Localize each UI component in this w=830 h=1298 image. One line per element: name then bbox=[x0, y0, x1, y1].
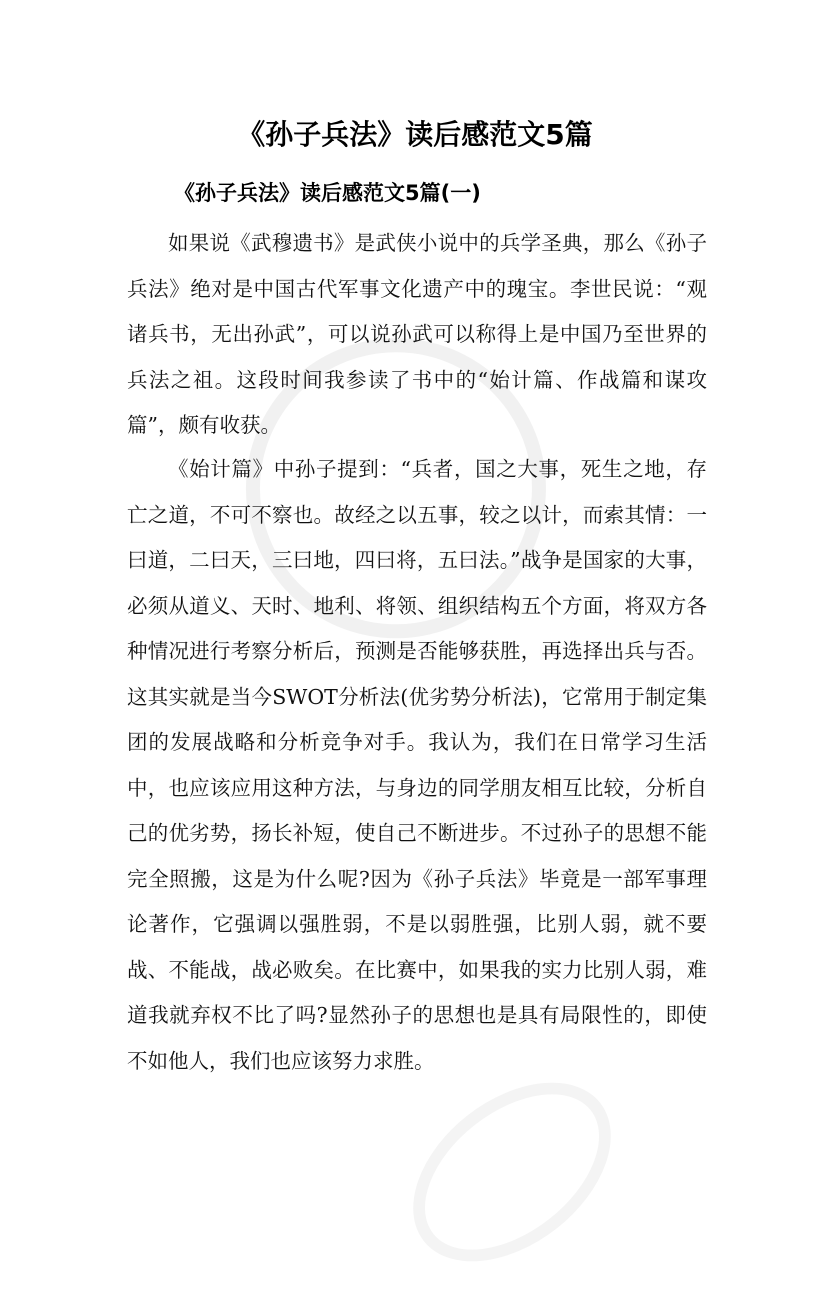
paragraph-intro: 如果说《武穆遗书》是武侠小说中的兵学圣典，那么《孙子兵法》绝对是中国古代军事文化遗产中的瑰宝。李世民说：“观诸兵书，无出孙武”，可以说孙武可以称得上是中国乃至世界的兵法之祖。这段时间我参读了书中的“始计篇、作战篇和谋攻篇”，颇有收获。 bbox=[127, 231, 707, 437]
watermark-seal-bottom bbox=[379, 1046, 644, 1297]
paragraph-shiji: 《始计篇》中孙子提到：“兵者，国之大事，死生之地，存亡之道，不可不察也。故经之以五事，较之以计，而索其情：一曰道，二曰天，三曰地，四曰将，五曰法。”战争是国家的大事，必须从道义、天时、地利、将领、组织结构五个方面，将双方各种情况进行考察分析后，预测是否能够获胜，再选择出兵与否。这其实就是当今SWOT分析法(优劣势分析法)，它常用于制定集团的发展战略和分析竞争对手。我认为，我们在日常学习生活中，也应该应用这种方法，与身边的同学朋友相互比较，分析自己的优劣势，扬长补短，使自己不断进步。不过孙子的思想不能完全照搬，这是为什么呢?因为《孙子兵法》毕竟是一部军事理论著作，它强调以强胜弱，不是以弱胜强，比别人弱，就不要战、不能战，战必败矣。在比赛中，如果我的实力比别人弱，难道我就弃权不比了吗?显然孙子的思想也是具有局限性的，即使不如他人，我们也应该努力求胜。 bbox=[127, 457, 707, 1073]
document-title: 《孙子兵法》读后感范文5篇 bbox=[237, 118, 593, 151]
section-heading: 《孙子兵法》读后感范文5篇(一) bbox=[174, 181, 481, 205]
